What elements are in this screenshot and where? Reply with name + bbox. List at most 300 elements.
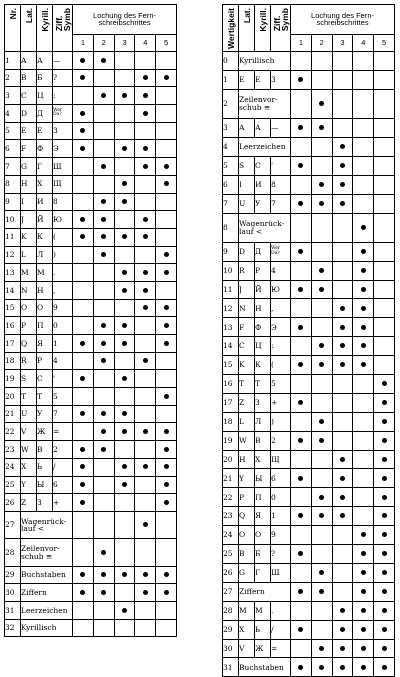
punched-hole-dot: [340, 362, 345, 367]
table-row: [5, 602, 177, 620]
hole-5: [156, 175, 177, 193]
hole-1: [291, 213, 312, 242]
figure-symbol-text: ': [53, 373, 56, 383]
figure-symbol-text: +: [271, 398, 278, 408]
figure-symbol: [53, 370, 73, 388]
table-row: [223, 52, 395, 71]
hole-4: [135, 122, 156, 140]
row-number: 13: [223, 318, 239, 337]
hole-5: [374, 337, 395, 356]
table-row: [5, 335, 177, 353]
table-row: [223, 393, 395, 412]
header-hole-3: 3: [114, 34, 135, 51]
punched-hole-dot: [319, 646, 324, 651]
latin-letter: N: [239, 299, 255, 318]
figure-symbol-text: 2: [271, 435, 276, 445]
figure-symbol: [53, 281, 73, 299]
table-row: [5, 317, 177, 335]
hole-4: [135, 87, 156, 105]
table-row: [223, 242, 395, 261]
hole-2: [311, 156, 332, 175]
latin-letter: L: [239, 412, 255, 431]
row-number: 15: [223, 356, 239, 375]
hole-5: [156, 264, 177, 282]
table-row: [223, 431, 395, 450]
hole-5: [156, 228, 177, 246]
table-row: [5, 140, 177, 158]
punched-hole-dot: [298, 627, 303, 632]
hole-3: [114, 584, 135, 602]
table-row: [223, 639, 395, 658]
hole-5: [374, 70, 395, 89]
hole-4: [135, 158, 156, 176]
table-row: [223, 450, 395, 469]
figure-symbol-text: —: [271, 123, 279, 133]
latin-letter: E: [239, 70, 255, 89]
hole-3: [114, 228, 135, 246]
punched-hole-dot: [340, 325, 345, 330]
cyrillic-letter: Ц: [255, 337, 271, 356]
hole-1: [73, 602, 94, 620]
hole-4: [135, 494, 156, 512]
hole-4: [353, 431, 374, 450]
figure-symbol-text: /: [53, 462, 56, 472]
hole-2: [93, 405, 114, 423]
hole-4: [135, 602, 156, 620]
latin-letter: P: [21, 317, 37, 335]
punched-hole-dot: [164, 500, 169, 505]
hole-2: [93, 602, 114, 620]
table-row: [223, 137, 395, 156]
hole-1: [73, 211, 94, 229]
hole-3: [114, 511, 135, 538]
hole-3: [332, 194, 353, 213]
punched-hole-dot: [80, 128, 85, 133]
row-number: 18: [223, 412, 239, 431]
hole-5: [156, 370, 177, 388]
header-kyrill: Kyrill.: [37, 5, 53, 52]
punched-hole-dot: [361, 646, 366, 651]
hole-3: [114, 52, 135, 70]
hole-3: [332, 488, 353, 507]
cyrillic-letter: Л: [255, 412, 271, 431]
table-row: [5, 476, 177, 494]
hole-5: [374, 469, 395, 488]
punched-hole-dot: [80, 572, 85, 577]
punched-hole-dot: [319, 419, 324, 424]
latin-letter: X: [21, 458, 37, 476]
table-row: [5, 511, 177, 538]
hole-1: [73, 299, 94, 317]
header-ziff-symb: Ziff. Symb: [271, 5, 291, 52]
punched-hole-dot: [101, 252, 106, 257]
punched-hole-dot: [164, 305, 169, 310]
hole-4: [353, 299, 374, 318]
figure-symbol-text: ?: [271, 549, 276, 559]
latin-letter: R: [21, 352, 37, 370]
hole-3: [114, 140, 135, 158]
table-row: [223, 280, 395, 299]
punched-hole-dot: [298, 589, 303, 594]
hole-2: [311, 507, 332, 526]
punched-hole-dot: [382, 627, 387, 632]
hole-5: [156, 299, 177, 317]
hole-2: [93, 388, 114, 406]
hole-1: [291, 375, 312, 394]
punched-hole-dot: [80, 447, 85, 452]
punched-hole-dot: [298, 513, 303, 518]
hole-2: [311, 563, 332, 582]
header-hole-2: 2: [93, 34, 114, 51]
punched-hole-dot: [143, 572, 148, 577]
table-row: [5, 566, 177, 584]
row-number: 22: [5, 423, 21, 441]
punched-hole-dot: [80, 234, 85, 239]
latin-letter: O: [21, 299, 37, 317]
figure-symbol-text: —: [53, 55, 61, 65]
hole-1: [291, 318, 312, 337]
hole-4: [135, 458, 156, 476]
figure-symbol-text: 8: [271, 179, 276, 189]
hole-2: [93, 566, 114, 584]
hole-1: [73, 405, 94, 423]
hole-3: [332, 261, 353, 280]
cyrillic-letter: И: [37, 193, 53, 211]
hole-1: [291, 393, 312, 412]
punched-hole-dot: [340, 608, 345, 613]
hole-1: [73, 619, 94, 637]
cyrillic-letter: М: [37, 264, 53, 282]
hole-2: [311, 393, 332, 412]
punched-hole-dot: [319, 438, 324, 443]
figure-symbol-text: ): [53, 250, 56, 260]
hole-5: [374, 450, 395, 469]
hole-4: [135, 539, 156, 566]
punched-hole-dot: [122, 199, 127, 204]
table-row: [223, 507, 395, 526]
hole-5: [156, 317, 177, 335]
punched-hole-dot: [382, 665, 387, 670]
row-function-label: Leerzeichen: [239, 137, 291, 156]
cyrillic-letter: Г: [37, 158, 53, 176]
hole-4: [135, 246, 156, 264]
punched-hole-dot: [298, 325, 303, 330]
table-row: [223, 318, 395, 337]
figure-symbol-text: +: [53, 497, 60, 507]
punched-hole-dot: [361, 306, 366, 311]
hole-2: [93, 264, 114, 282]
cyrillic-letter: У: [37, 405, 53, 423]
punched-hole-dot: [382, 400, 387, 405]
cyrillic-letter: Ы: [255, 469, 271, 488]
row-number: 7: [223, 194, 239, 213]
row-function-label: Kyrillisch: [239, 52, 291, 71]
row-number: 22: [223, 488, 239, 507]
table-row: [223, 119, 395, 138]
figure-symbol: [53, 299, 73, 317]
punched-hole-dot: [164, 164, 169, 169]
punched-hole-dot: [164, 464, 169, 469]
hole-5: [156, 158, 177, 176]
punched-hole-dot: [143, 288, 148, 293]
hole-2: [311, 194, 332, 213]
figure-symbol: [53, 317, 73, 335]
hole-4: [353, 507, 374, 526]
punched-hole-dot: [101, 323, 106, 328]
row-number: 23: [5, 441, 21, 459]
punched-hole-dot: [122, 234, 127, 239]
cyrillic-letter: Ц: [37, 87, 53, 105]
punched-hole-dot: [122, 270, 127, 275]
hole-5: [374, 137, 395, 156]
hole-4: [353, 52, 374, 71]
latin-letter: Q: [239, 507, 255, 526]
hole-5: [156, 52, 177, 70]
punched-hole-dot: [361, 627, 366, 632]
table-row: [5, 264, 177, 282]
cyrillic-letter: Д: [37, 105, 53, 123]
latin-letter: D: [239, 242, 255, 261]
hole-4: [135, 619, 156, 637]
hole-3: [332, 213, 353, 242]
row-number: 8: [223, 213, 239, 242]
row-number: 5: [223, 156, 239, 175]
latin-letter: H: [239, 450, 255, 469]
punched-hole-dot: [101, 164, 106, 169]
hole-1: [73, 122, 94, 140]
hole-3: [332, 70, 353, 89]
hole-5: [374, 318, 395, 337]
hole-1: [73, 193, 94, 211]
hole-1: [73, 140, 94, 158]
hole-4: [135, 388, 156, 406]
figure-symbol: [53, 494, 73, 512]
hole-4: [353, 156, 374, 175]
hole-5: [374, 52, 395, 71]
hole-2: [311, 318, 332, 337]
hole-3: [114, 211, 135, 229]
punched-hole-dot: [340, 201, 345, 206]
latin-letter: J: [21, 211, 37, 229]
hole-1: [73, 566, 94, 584]
hole-3: [114, 441, 135, 459]
figure-symbol: [271, 620, 291, 639]
punched-hole-dot: [382, 532, 387, 537]
table-row: [5, 458, 177, 476]
punched-hole-dot: [101, 590, 106, 595]
punched-hole-dot: [80, 500, 85, 505]
punched-hole-dot: [361, 551, 366, 556]
figure-symbol: [271, 242, 291, 261]
punched-hole-dot: [361, 362, 366, 367]
hole-4: [353, 119, 374, 138]
hole-5: [374, 375, 395, 394]
hole-3: [114, 619, 135, 637]
punched-hole-dot: [340, 144, 345, 149]
figure-symbol: [271, 488, 291, 507]
hole-1: [291, 194, 312, 213]
header-kyrill: Kyrill.: [255, 5, 271, 52]
latin-letter: F: [21, 140, 37, 158]
punched-hole-dot: [143, 590, 148, 595]
hole-1: [73, 458, 94, 476]
hole-5: [156, 105, 177, 123]
cyrillic-letter: Т: [37, 388, 53, 406]
hole-2: [311, 545, 332, 564]
figure-symbol-text: Щ: [53, 179, 62, 189]
hole-1: [291, 175, 312, 194]
figure-symbol-text: 6: [271, 473, 276, 483]
figure-symbol: [271, 261, 291, 280]
row-number: 28: [223, 601, 239, 620]
header-hole-1: 1: [291, 34, 312, 51]
hole-4: [135, 264, 156, 282]
table-row: [223, 469, 395, 488]
hole-4: [353, 194, 374, 213]
figure-symbol: [271, 412, 291, 431]
row-number: 1: [5, 52, 21, 70]
figure-symbol-text: =: [271, 643, 278, 653]
hole-5: [374, 545, 395, 564]
table-row: [5, 370, 177, 388]
hole-1: [73, 476, 94, 494]
figure-symbol-text: ,: [53, 285, 56, 295]
figure-symbol-text: Wer Da?: [271, 246, 281, 256]
cyrillic-letter: Е: [37, 122, 53, 140]
figure-symbol: [271, 175, 291, 194]
hole-3: [332, 52, 353, 71]
hole-1: [291, 545, 312, 564]
punched-hole-dot: [122, 411, 127, 416]
cyrillic-letter: Н: [37, 281, 53, 299]
hole-5: [156, 388, 177, 406]
figure-symbol-text: .: [271, 605, 274, 615]
cyrillic-letter: М: [255, 601, 271, 620]
row-number: 20: [5, 388, 21, 406]
hole-3: [114, 405, 135, 423]
hole-1: [73, 388, 94, 406]
punched-hole-dot: [319, 665, 324, 670]
punched-hole-dot: [80, 58, 85, 63]
hole-4: [135, 370, 156, 388]
punched-hole-dot: [382, 551, 387, 556]
figure-symbol: [271, 356, 291, 375]
punched-hole-dot: [143, 164, 148, 169]
punched-hole-dot: [382, 646, 387, 651]
hole-5: [156, 441, 177, 459]
hole-1: [291, 299, 312, 318]
hole-4: [135, 52, 156, 70]
figure-symbol: [271, 450, 291, 469]
row-number: 4: [5, 105, 21, 123]
punched-hole-dot: [122, 181, 127, 186]
row-number: 30: [223, 639, 239, 658]
row-number: 14: [223, 337, 239, 356]
punched-hole-dot: [319, 125, 324, 130]
figure-symbol: [271, 194, 291, 213]
figure-symbol: [271, 431, 291, 450]
row-number: 26: [5, 494, 21, 512]
hole-2: [311, 261, 332, 280]
table-row: [5, 539, 177, 566]
figure-symbol-text: Э: [53, 144, 59, 154]
figure-symbol: [53, 52, 73, 70]
hole-4: [135, 405, 156, 423]
hole-3: [114, 122, 135, 140]
figure-symbol: [271, 526, 291, 545]
figure-symbol-text: 4: [53, 356, 58, 366]
hole-2: [93, 122, 114, 140]
table-row: [223, 175, 395, 194]
cyrillic-letter: О: [255, 526, 271, 545]
hole-3: [332, 337, 353, 356]
figure-symbol: [53, 264, 73, 282]
row-number: 11: [5, 228, 21, 246]
table-row: [5, 175, 177, 193]
header-lat: Lat.: [21, 5, 37, 52]
punched-hole-dot: [382, 589, 387, 594]
punched-hole-dot: [101, 58, 106, 63]
hole-5: [374, 639, 395, 658]
figure-symbol: [271, 545, 291, 564]
punched-hole-dot: [164, 270, 169, 275]
hole-3: [332, 526, 353, 545]
hole-1: [73, 175, 94, 193]
hole-2: [311, 89, 332, 118]
row-number: 17: [223, 393, 239, 412]
hole-1: [291, 119, 312, 138]
hole-5: [156, 352, 177, 370]
table-row: [5, 494, 177, 512]
hole-5: [374, 175, 395, 194]
punched-hole-dot: [340, 306, 345, 311]
hole-2: [93, 211, 114, 229]
punched-hole-dot: [319, 362, 324, 367]
cyrillic-letter: Л: [37, 246, 53, 264]
hole-5: [374, 156, 395, 175]
punched-hole-dot: [382, 419, 387, 424]
figure-symbol-text: .: [53, 267, 56, 277]
hole-2: [93, 423, 114, 441]
header-nr: Nr.: [5, 5, 21, 52]
hole-5: [156, 87, 177, 105]
cyrillic-letter: Е: [255, 70, 271, 89]
hole-2: [93, 317, 114, 335]
cyrillic-letter: А: [255, 119, 271, 138]
punched-hole-dot: [340, 646, 345, 651]
header-hole-1: 1: [73, 34, 94, 51]
hole-2: [311, 412, 332, 431]
punched-hole-dot: [122, 608, 127, 613]
punched-hole-dot: [164, 181, 169, 186]
punched-hole-dot: [122, 376, 127, 381]
hole-4: [353, 280, 374, 299]
punched-hole-dot: [122, 572, 127, 577]
hole-4: [353, 137, 374, 156]
hole-1: [291, 582, 312, 601]
hole-5: [374, 563, 395, 582]
punched-hole-dot: [143, 429, 148, 434]
hole-3: [114, 388, 135, 406]
hole-1: [73, 52, 94, 70]
hole-2: [93, 352, 114, 370]
hole-2: [311, 137, 332, 156]
row-number: 10: [5, 211, 21, 229]
row-number: 30: [5, 584, 21, 602]
cyrillic-letter: О: [37, 299, 53, 317]
row-number: 5: [5, 122, 21, 140]
hole-3: [332, 601, 353, 620]
